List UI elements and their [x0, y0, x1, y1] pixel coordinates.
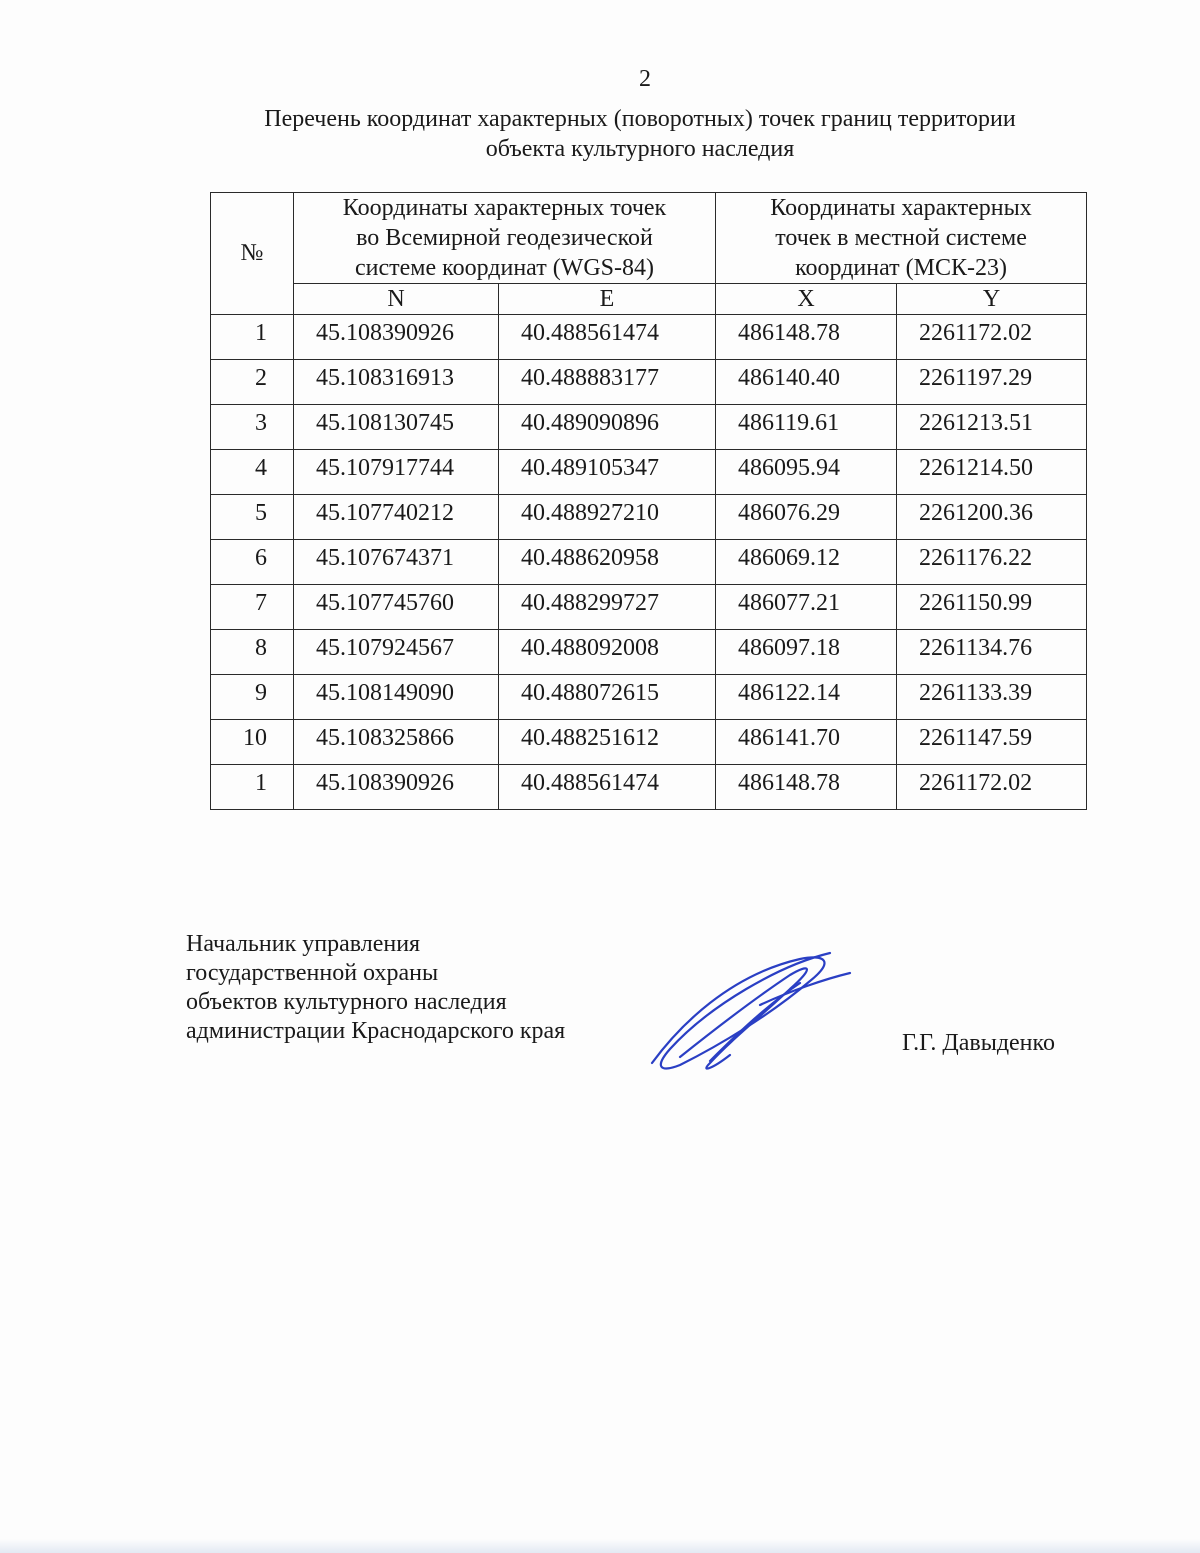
cell-n: 45.107740212: [294, 495, 499, 540]
cell-x: 486077.21: [716, 585, 897, 630]
cell-number: 3: [211, 405, 294, 450]
table-row: [211, 405, 1087, 450]
cell-y: 2261176.22: [897, 540, 1087, 585]
cell-n: 45.107924567: [294, 630, 499, 675]
coordinates-table: [210, 192, 1087, 810]
header-e: E: [499, 284, 716, 315]
cell-n: 45.108130745: [294, 405, 499, 450]
cell-number: 9: [211, 675, 294, 720]
header-msk23: [716, 193, 1087, 284]
cell-n: 45.108149090: [294, 675, 499, 720]
cell-e: 40.488092008: [499, 630, 716, 675]
cell-number: 1: [211, 765, 294, 810]
cell-e: 40.488561474: [499, 315, 716, 360]
cell-y: 2261172.02: [897, 315, 1087, 360]
cell-e: 40.488251612: [499, 720, 716, 765]
cell-number: 10: [211, 720, 294, 765]
header-msk23-line-1: Координаты характерных: [770, 195, 1032, 221]
table-row: [211, 450, 1087, 495]
signer-position-line-1: Начальник управления: [186, 931, 421, 957]
cell-y: 2261200.36: [897, 495, 1087, 540]
document-title-line-1: Перечень координат характерных (поворотных) точек границ территории: [264, 106, 1016, 132]
cell-e: 40.489105347: [499, 450, 716, 495]
cell-x: 486069.12: [716, 540, 897, 585]
header-msk23-line-2: точек в местной системе: [775, 225, 1027, 251]
table-row: [211, 720, 1087, 765]
handwritten-signature: [640, 945, 860, 1075]
table-row: [211, 360, 1087, 405]
cell-number: 8: [211, 630, 294, 675]
cell-y: 2261150.99: [897, 585, 1087, 630]
table-row: [211, 495, 1087, 540]
header-wgs84-line-2: во Всемирной геодезической: [356, 225, 653, 251]
cell-y: 2261214.50: [897, 450, 1087, 495]
cell-e: 40.488072615: [499, 675, 716, 720]
cell-y: 2261172.02: [897, 765, 1087, 810]
cell-x: 486140.40: [716, 360, 897, 405]
signer-position-line-4: администрации Краснодарского края: [186, 1018, 566, 1044]
header-number: №: [211, 193, 294, 315]
signer-name: Г.Г. Давыденко: [902, 1030, 1055, 1056]
document-title: [200, 104, 1080, 164]
cell-number: 7: [211, 585, 294, 630]
header-wgs84: [294, 193, 716, 284]
table-row: [211, 630, 1087, 675]
cell-y: 2261147.59: [897, 720, 1087, 765]
cell-number: 6: [211, 540, 294, 585]
cell-number: 4: [211, 450, 294, 495]
cell-n: 45.108325866: [294, 720, 499, 765]
header-x: X: [716, 284, 897, 315]
header-wgs84-line-3: системе координат (WGS-84): [355, 255, 654, 281]
header-wgs84-line-1: Координаты характерных точек: [342, 195, 667, 221]
cell-e: 40.489090896: [499, 405, 716, 450]
table-row: [211, 540, 1087, 585]
cell-e: 40.488620958: [499, 540, 716, 585]
cell-x: 486148.78: [716, 765, 897, 810]
cell-x: 486095.94: [716, 450, 897, 495]
document-title-line-2: объекта культурного наследия: [485, 136, 795, 162]
cell-number: 1: [211, 315, 294, 360]
cell-y: 2261134.76: [897, 630, 1087, 675]
page-number: 2: [639, 66, 651, 92]
cell-n: 45.107745760: [294, 585, 499, 630]
cell-y: 2261213.51: [897, 405, 1087, 450]
header-msk23-line-3: координат (МСК-23): [795, 255, 1007, 281]
cell-n: 45.107917744: [294, 450, 499, 495]
cell-x: 486097.18: [716, 630, 897, 675]
cell-e: 40.488883177: [499, 360, 716, 405]
cell-number: 5: [211, 495, 294, 540]
header-n: N: [294, 284, 499, 315]
cell-n: 45.108390926: [294, 315, 499, 360]
cell-n: 45.108316913: [294, 360, 499, 405]
cell-y: 2261133.39: [897, 675, 1087, 720]
cell-x: 486148.78: [716, 315, 897, 360]
cell-n: 45.108390926: [294, 765, 499, 810]
cell-x: 486141.70: [716, 720, 897, 765]
cell-y: 2261197.29: [897, 360, 1087, 405]
table-row: [211, 675, 1087, 720]
table-row: [211, 315, 1087, 360]
header-y: Y: [897, 284, 1087, 315]
table-row: [211, 765, 1087, 810]
signer-position: [186, 930, 565, 1046]
cell-x: 486122.14: [716, 675, 897, 720]
signer-position-line-3: объектов культурного наследия: [186, 989, 507, 1015]
signer-position-line-2: государственной охраны: [186, 960, 439, 986]
cell-e: 40.488561474: [499, 765, 716, 810]
cell-x: 486119.61: [716, 405, 897, 450]
cell-e: 40.488927210: [499, 495, 716, 540]
cell-e: 40.488299727: [499, 585, 716, 630]
cell-n: 45.107674371: [294, 540, 499, 585]
cell-x: 486076.29: [716, 495, 897, 540]
cell-number: 2: [211, 360, 294, 405]
table-body: [211, 315, 1087, 810]
scan-edge-shadow: [0, 1539, 1200, 1553]
table-row: [211, 585, 1087, 630]
